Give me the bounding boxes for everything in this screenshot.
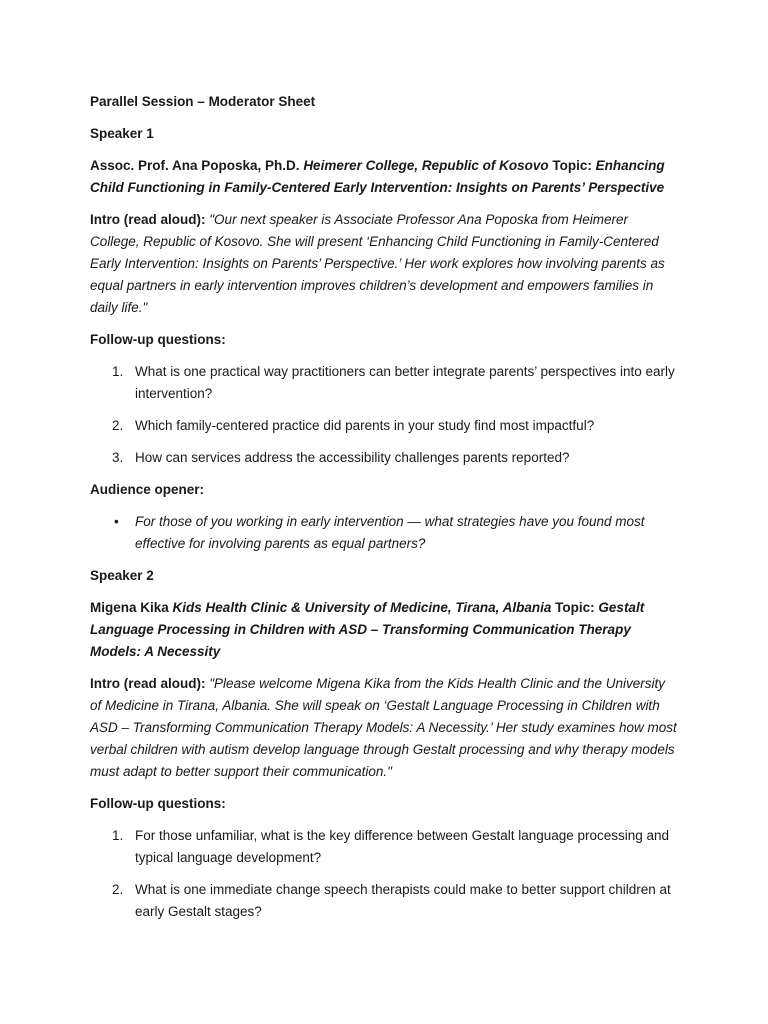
audience-opener-list [90,511,678,555]
intro-paragraph [90,209,678,319]
list-number: 1. [112,828,124,843]
topic-label: Topic: [555,600,595,615]
audience-opener-label: Audience opener: [90,482,205,497]
topic-label: Topic: [552,158,592,173]
followup-label: Follow-up questions: [90,332,226,347]
list-item [90,825,678,869]
list-item [90,361,678,405]
list-number: 3. [112,450,124,465]
followup-question: What is one immediate change speech therapists could make to better support children at early Gestalt stages? [135,882,671,919]
list-number: 2. [112,418,124,433]
intro-label: Intro (read aloud): [90,212,206,227]
followup-label: Follow-up questions: [90,796,226,811]
speaker-name: Migena Kika [90,600,169,615]
list-item [90,447,678,469]
list-number: 2. [112,882,124,897]
list-item [90,879,678,923]
bullet-icon: • [114,514,119,529]
speaker-name: Assoc. Prof. Ana Poposka, Ph.D. [90,158,300,173]
followup-list [90,361,678,469]
speaker-heading: Speaker 2 [90,568,154,583]
intro-paragraph [90,673,678,783]
audience-opener-text: For those of you working in early intervention — what strategies have you found most effective for involving parents as equal partners? [135,514,645,551]
intro-text: "Our next speaker is Associate Professor Ana Poposka from Heimerer College, Republic of Kosovo. She will present ‘Enhancing Child Functioning in Family-Centered Early Intervention: Insights on Parents’ Perspective.’ Her work explores how involving parents as equal partners in early intervention improves children’s development and empowers families in daily life." [90,212,665,315]
speaker-affiliation: Kids Health Clinic & University of Medicine, Tirana, Albania [172,600,552,615]
speaker-2-section [90,565,678,923]
speaker-talk-info [90,155,678,199]
speaker-heading: Speaker 1 [90,126,154,141]
speaker-affiliation: Heimerer College, Republic of Kosovo [303,158,549,173]
intro-text: "Please welcome Migena Kika from the Kids Health Clinic and the University of Medicine in Tirana, Albania. She will speak on ‘Gestalt Language Processing in Children with ASD – Transforming Communication Therapy Models: A Necessity.’ Her study examines how most verbal children with autism develop language through Gestalt processing and why therapy models must adapt to better support their communication." [90,676,677,779]
followup-question: Which family-centered practice did parents in your study find most impactful? [135,418,595,433]
topic-title: Enhancing Child Functioning in Family-Centered Early Intervention: Insights on Parents’ Perspective [90,158,665,195]
list-item [90,415,678,437]
list-number: 1. [112,364,124,379]
topic-title: Gestalt Language Processing in Children with ASD – Transforming Communication Therapy Models: A Necessity [90,600,645,659]
speaker-1-section [90,123,678,555]
list-item [90,511,678,555]
document-title: Parallel Session – Moderator Sheet [90,94,316,109]
followup-question: What is one practical way practitioners can better integrate parents’ perspectives into early intervention? [135,364,675,401]
followup-question: For those unfamiliar, what is the key difference between Gestalt language processing and typical language development? [135,828,670,865]
speaker-talk-info [90,597,678,663]
intro-label: Intro (read aloud): [90,676,206,691]
followup-list [90,825,678,923]
followup-question: How can services address the accessibility challenges parents reported? [135,450,570,465]
